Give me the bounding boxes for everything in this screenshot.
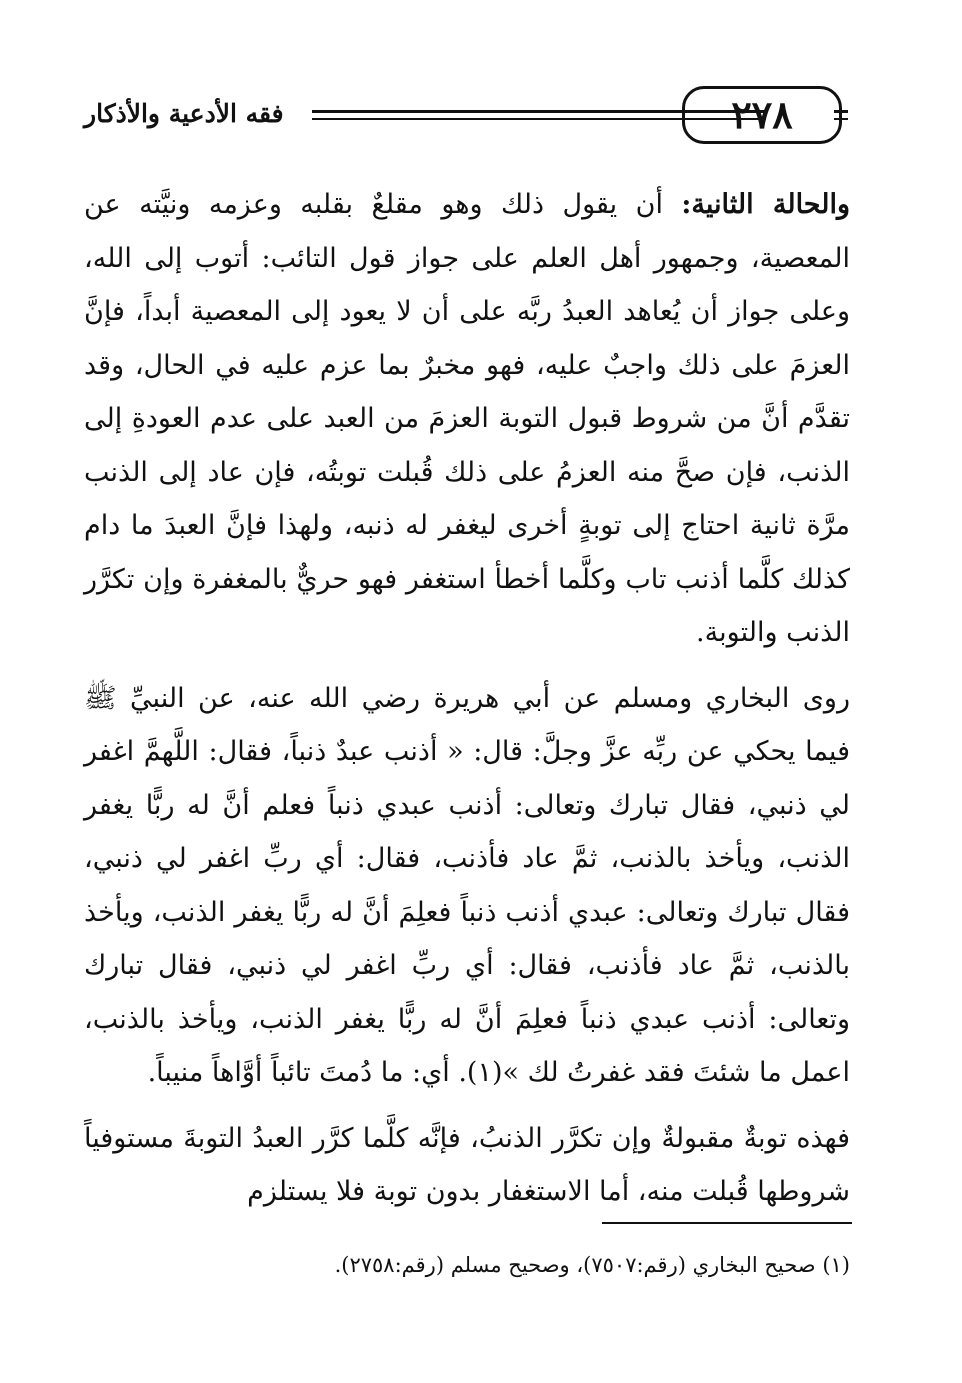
- page-header: [84, 86, 848, 150]
- paragraph-text: أن يقول ذلك وهو مقلعٌ بقلبه وعزمه ونيَّته عن المعصية، وجمهور أهل العلم على جواز قول التائب: أتوب إلى الله، وعلى جواز أن يُعاهد العبدُ ربَّه على أن لا يعود إلى المعصية أبداً، فإنَّ العزمَ على ذلك واجبٌ عليه، فهو مخبرٌ بما عزم عليه في الحال، وقد تقدَّم أنَّ من شروط قبول التوبة العزمَ من العبد على عدم العودةِ إلى الذنب، فإن صحَّ منه العزمُ على ذلك قُبلت توبتُه، فإن عاد إلى الذنب مرَّة ثانية احتاج إلى توبةٍ أخرى ليغفر له ذنبه، ولهذا فإنَّ العبدَ ما دام كذلك كلَّما أذنب تاب وكلَّما أخطأ استغفر فهو حريٌّ بالمغفرة وإن تكرَّر الذنب والتوبة.: [84, 189, 850, 648]
- paragraph-1: [84, 178, 850, 660]
- page-number: ٢٧٨: [682, 86, 842, 144]
- footnote-separator: [602, 1222, 852, 1224]
- paragraph-3: [84, 1112, 850, 1219]
- paragraph-heading: والحالة الثانية:: [681, 189, 850, 220]
- paragraph-text: روى البخاري ومسلم عن أبي هريرة رضي الله عنه، عن النبيِّ ﷺ فيما يحكي عن ربِّه عزَّ وجلَّ: قال: « أذنب عبدٌ ذنباً، فقال: اللَّهمَّ اغفر لي ذنبي، فقال تبارك وتعالى: أذنب عبدي ذنباً فعلم أنَّ له ربًّا يغفر الذنب، ويأخذ بالذنب، ثمَّ عاد فأذنب، فقال: أي ربِّ اغفر لي ذنبي، فقال تبارك وتعالى: عبدي أذنب ذنباً فعلِمَ أنَّ له ربًّا يغفر الذنب، ويأخذ بالذنب، ثمَّ عاد فأذنب، فقال: أي ربِّ اغفر لي ذنبي، فقال تبارك وتعالى: أذنب عبدي ذنباً فعلِمَ أنَّ له ربًّا يغفر الذنب، ويأخذ بالذنب، اعمل ما شئتَ فقد غفرتُ لك »(١). أي: ما دُمتَ تائباً أوَّاهاً منيباً.: [84, 682, 850, 1088]
- header-rule-right: [834, 110, 848, 120]
- main-text: [84, 178, 850, 1219]
- footnote: (١) صحيح البخاري (رقم:٧٥٠٧)، وصحيح مسلم (رقم:٢٧٥٨).: [334, 1253, 850, 1277]
- paragraph-2: [84, 672, 850, 1100]
- book-title: فقه الأدعية والأذكار: [84, 99, 284, 128]
- paragraph-text: فهذه توبةٌ مقبولةٌ وإن تكرَّر الذنبُ، فإنَّه كلَّما كرَّر العبدُ التوبةَ مستوفياً شروطها قُبلت منه، أما الاستغفار بدون توبة فلا يستلزم: [84, 1122, 850, 1207]
